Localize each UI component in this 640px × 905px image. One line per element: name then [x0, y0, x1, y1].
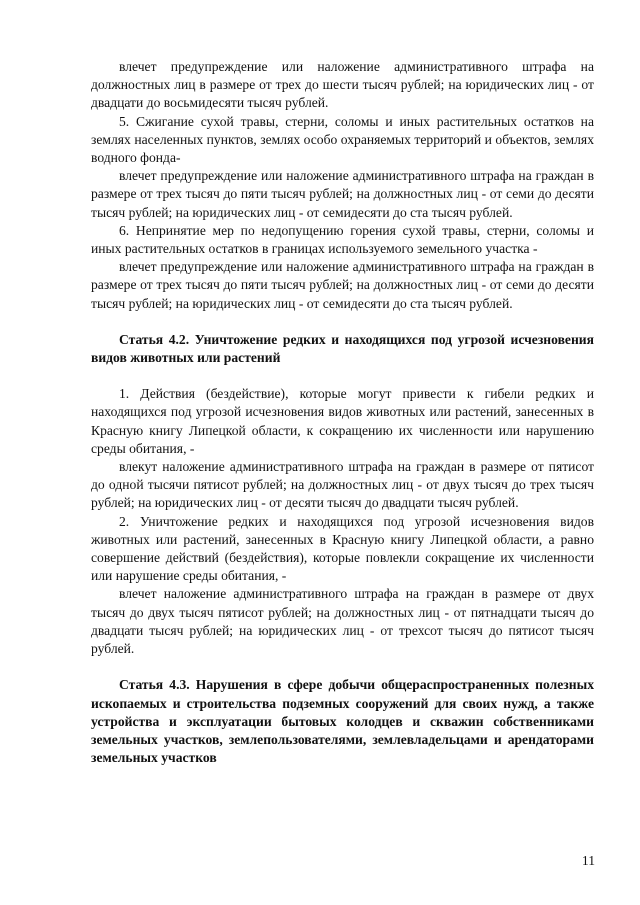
paragraph: 6. Непринятие мер по недопущению горения сухой травы, стерни, соломы и иных растительных остатков в границах используемого земельного участка - [91, 222, 594, 257]
paragraph: 1. Действия (бездействие), которые могут привести к гибели редких и находящихся под угрозой исчезновения видов животных или растений, занесенных в Красную книгу Липецкой области, к сокращению их численности или нарушению среды обитания, - [91, 386, 594, 456]
spacer [91, 313, 594, 331]
document-page [91, 58, 594, 767]
article-heading: Статья 4.3. Нарушения в сфере добычи общераспространенных полезных ископаемых и строительства подземных сооружений для своих нужд, а также устройства и эксплуатации бытовых колодцев и скважин собственниками земельных участков, землепользователями, землевладельцами и арендаторами земельных участков [91, 677, 594, 766]
spacer [91, 658, 594, 676]
paragraph: 2. Уничтожение редких и находящихся под угрозой исчезновения видов животных или растений, занесенных в Красную книгу Липецкой области, а равно совершение действий (бездействия), которые повлекли сокращение их численности или нарушение среды обитания, - [91, 513, 594, 584]
paragraph: влечет предупреждение или наложение административного штрафа на граждан в размере от трех тысяч до пяти тысяч рублей; на должностных лиц - от семи до десяти тысяч рублей; на юридических лиц - от семидесяти до ста тысяч рублей. [91, 168, 594, 220]
paragraph: влечет наложение административного штрафа на граждан в размере от двух тысяч до двух тысяч пятисот рублей; на должностных лиц - от пятнадцати тысяч до двадцати тысяч рублей; на юридических лиц - от трехсот тысяч до пятисот тысяч рублей. [91, 586, 594, 657]
page-number: 11 [581, 853, 595, 868]
article-heading: Статья 4.2. Уничтожение редких и находящихся под угрозой исчезновения видов животных или растений [91, 331, 594, 366]
paragraph: 5. Сжигание сухой травы, стерни, соломы и иных растительных остатков на землях населенных пунктов, землях особо охраняемых территорий и объектов, землях водного фонда- [91, 113, 594, 166]
paragraph: влекут наложение административного штрафа на граждан в размере от пятисот до одной тысячи пятисот рублей; на должностных лиц - от двух тысяч до трех тысяч рублей; на юридических лиц - от десяти тысяч до двадцати тысяч рублей. [91, 459, 594, 511]
spacer [91, 367, 594, 385]
paragraph: влечет предупреждение или наложение административного штрафа на должностных лиц в размере от трех до шести тысяч рублей; на юридических лиц - от двадцати до восьмидесяти тысяч рублей. [91, 59, 594, 111]
paragraph: влечет предупреждение или наложение административного штрафа на граждан в размере от трех тысяч до пяти тысяч рублей; на должностных лиц - от семи до десяти тысяч рублей; на юридических лиц - от семидесяти до ста тысяч рублей. [91, 259, 594, 311]
